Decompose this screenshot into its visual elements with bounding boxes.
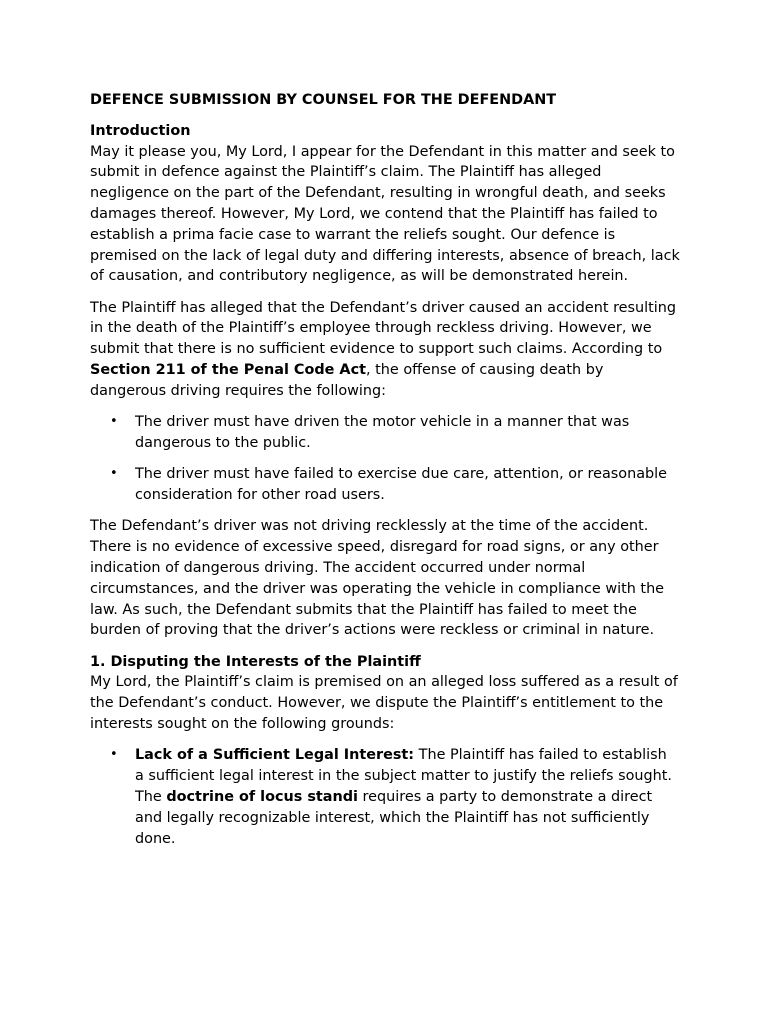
bullet-marker: • xyxy=(110,414,118,430)
paragraph-penal-code-text-a: The Plaintiff has alleged that the Defendant’s driver caused an accident resulting in the death of the Plaintiff’s employee through reckless driving. However, we submit that there is no sufficient evidence to support such claims. According to xyxy=(90,299,677,358)
paragraph-driver-conduct: The Defendant’s driver was not driving recklessly at the time of the accident. There is no evidence of excessive speed, disregard for road signs, or any other indication of dangerous driving. The accident occurred under normal circumstances, and the driver was operating the vehicle in compliance with the law. As such, the Defendant submits that the Plaintiff has failed to meet the burden of proving that the driver’s actions were reckless or criminal in nature. xyxy=(90,518,665,639)
list-item-text-b: requires a party to demonstrate a direct and legally recognizable interest, which the Plaintiff has not sufficiently done. xyxy=(135,788,653,847)
paragraph-penal-code-text-b: , the offense of causing death by dangerous driving requires the following: xyxy=(90,362,604,399)
requirements-list xyxy=(90,412,680,506)
document-page xyxy=(90,90,680,860)
intro-paragraph: May it please you, My Lord, I appear for the Defendant in this matter and seek to submit in defence against the Plaintiff’s claim. The Plaintiff has alleged negligence on the part of the Defendant, resulting in wrongful death, and seeks damages thereof. However, My Lord, we contend that the Plaintiff has failed to establish a prima facie case to warrant the reliefs sought. Our defence is premised on the lack of legal duty and differing interests, absence of breach, lack of causation, and contributory negligence, as will be demonstrated herein. xyxy=(90,143,680,285)
bullet-marker: • xyxy=(110,747,118,763)
list-item-lead: Lack of a Sufficient Legal Interest: xyxy=(135,747,415,764)
list-item-text-a: The Plaintiff has failed to establish a sufficient legal interest in the subject matter to justify the reliefs sought. The xyxy=(135,747,672,805)
list-item xyxy=(90,745,680,849)
list-item-text: The driver must have failed to exercise due care, attention, or reasonable consideration for other road users. xyxy=(135,466,668,504)
list-item xyxy=(90,412,680,454)
interests-list xyxy=(90,745,680,849)
paragraph-penal-code xyxy=(90,298,680,402)
section-1-heading: 1. Disputing the Interests of the Plaintiff xyxy=(90,653,421,670)
section-1-paragraph: My Lord, the Plaintiff’s claim is premised on an alleged loss suffered as a result of the Defendant’s conduct. However, we dispute the Plaintiff’s entitlement to the interests sought on the following grounds: xyxy=(90,674,678,733)
list-item-text: The driver must have driven the motor vehicle in a manner that was dangerous to the public. xyxy=(135,414,630,451)
locus-standi-term: doctrine of locus standi xyxy=(166,788,358,805)
document-title: DEFENCE SUBMISSION BY COUNSEL FOR THE DEFENDANT xyxy=(90,92,557,108)
intro-heading: Introduction xyxy=(90,122,191,139)
bullet-marker: • xyxy=(110,466,118,482)
list-item xyxy=(90,464,680,506)
penal-code-reference: Section 211 of the Penal Code Act xyxy=(90,362,366,379)
